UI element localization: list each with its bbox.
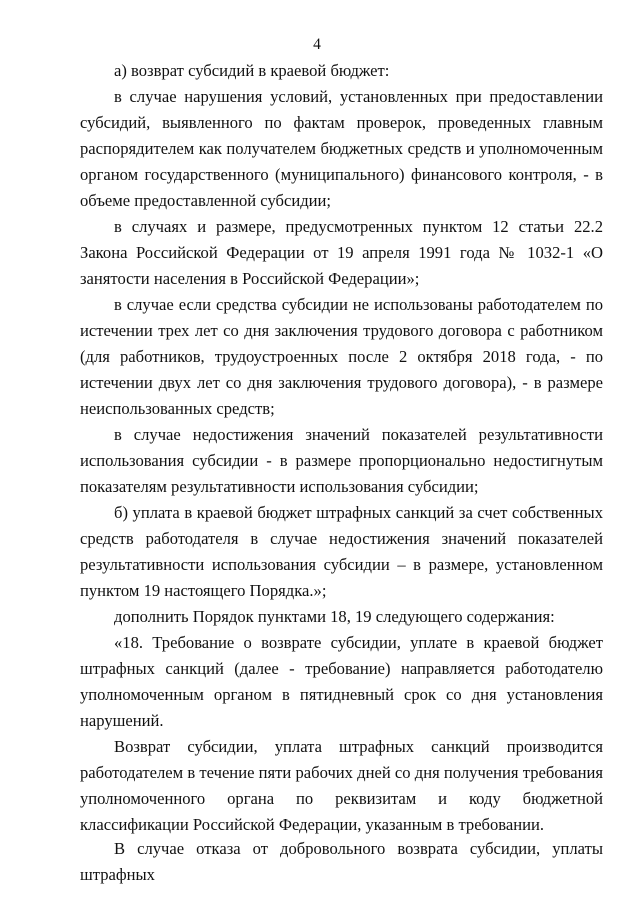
paragraph-unused-funds: в случае если средства субсидии не использованы работодателем по истечении трех лет со дня заключения трудового договора с работником (для работников, трудоустроенных после 2 октября 2018 года, - по истечении двух лет со дня заключения трудового договора), - в размере неиспользованных средств; — [80, 295, 603, 419]
paragraph-refund-payment: Возврат субсидии, уплата штрафных санкций производится работодателем в течение пяти рабочих дней со дня получения требования уполномоченного органа по реквизитам и коду бюджетной классификации Российской Федерации, указанным в требовании. — [80, 737, 603, 835]
paragraph-supplement-order: дополнить Порядок пунктами 18, 19 следующего содержания: — [114, 607, 555, 626]
paragraph-violation-of-conditions: в случае нарушения условий, установленных при предоставлении субсидий, выявленного по фактам проверок, проведенных главным распорядителем как получателем бюджетных средств и уполномоченным органом государственного (муниципального) финансового контроля, - в объеме предоставленной субсидии; — [80, 87, 603, 211]
paragraph-b-penalties: б) уплата в краевой бюджет штрафных санкций за счет собственных средств работодателя в случае недостижения значений показателей результативности использования субсидии – в размере, установленном пунктом 19 настоящего Порядка.»; — [80, 503, 603, 601]
paragraph-18-requirement: «18. Требование о возврате субсидии, уплате в краевой бюджет штрафных санкций (далее - требование) направляется работодателю уполномоченным органом в пятидневный срок со дня установления нарушений. — [80, 633, 603, 731]
paragraph-refusal-voluntary-return: В случае отказа от добровольного возврата субсидии, уплаты штрафных — [80, 839, 603, 885]
paragraph-law-article-reference: в случаях и размере, предусмотренных пунктом 12 статьи 22.2 Закона Российской Федерации от 19 апреля 1991 года № 1032-1 «О занятости населения в Российской Федерации»; — [80, 217, 603, 289]
paragraph-a-return-subsidies: а) возврат субсидий в краевой бюджет: — [114, 61, 390, 80]
paragraph-performance-indicators: в случае недостижения значений показателей результативности использования субсидии - в размере пропорционально недостигнутым показателям результативности использования субсидии; — [80, 425, 603, 497]
page-number: 4 — [313, 36, 321, 53]
